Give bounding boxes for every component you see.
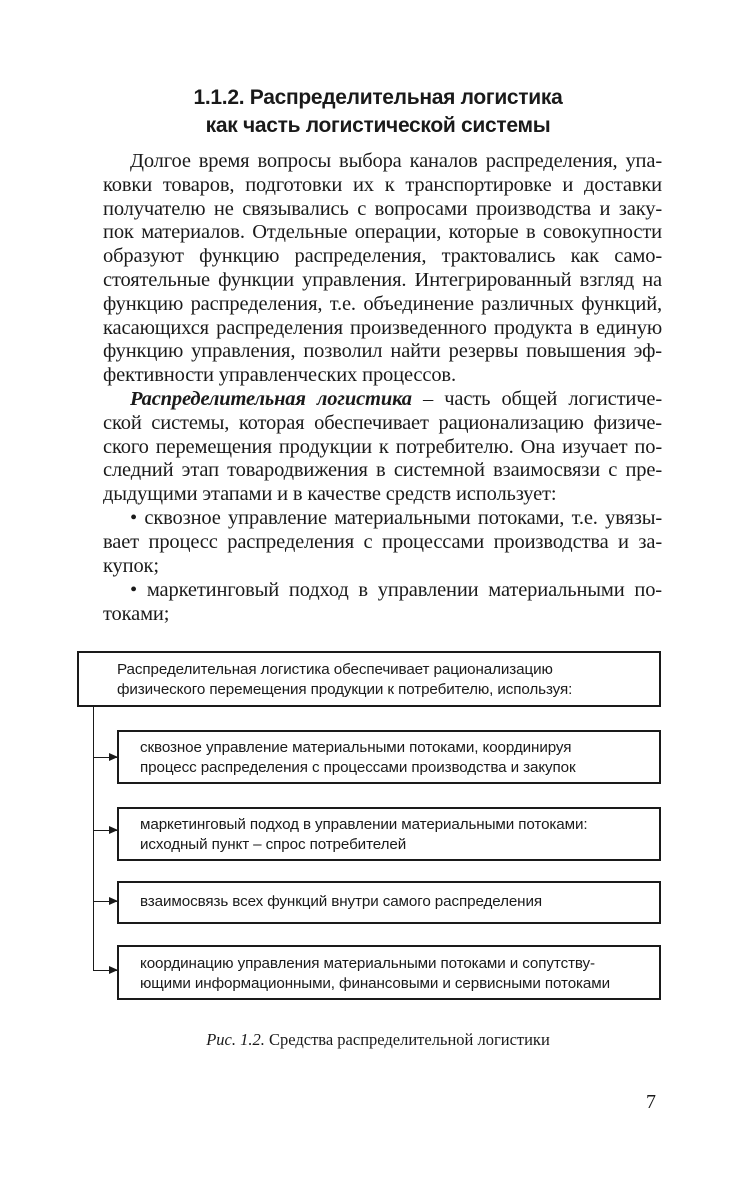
text-fragment: – часть общей логистиче-: [411, 388, 662, 410]
arrow-icon: [93, 901, 117, 902]
box-text-line: маркетинговый подход в управлении материальными потоками:: [140, 816, 588, 833]
text-line: получателю не связывались с вопросами производства и заку-: [103, 197, 662, 220]
arrow-icon: [93, 830, 117, 831]
text-line: касающихся распределения произведенного продукта в единую: [103, 316, 662, 339]
heading-line-1: 1.1.2. Распределительная логистика: [193, 86, 563, 109]
defined-term: Распределительная логистика: [130, 388, 412, 410]
figure-caption: [0, 1030, 756, 1050]
text-line: пок материалов. Отдельные операции, которые в совокупности: [103, 221, 662, 244]
text-line: следний этап товародвижения в системной взаимосвязи с пре-: [103, 459, 662, 482]
box-text-line: сквозное управление материальными потоками, координируя: [140, 739, 572, 756]
caption-text: Средства распределительной логистики: [264, 1030, 550, 1049]
heading-line-2: как часть логистической системы: [205, 114, 551, 137]
text-line: ского перемещения продукции к потребителю. Она изучает по-: [103, 435, 662, 458]
text-line: • сквозное управление материальными потоками, т.е. увязы-: [130, 507, 662, 529]
diagram-item-box: [117, 945, 661, 1000]
box-text-line: координацию управления материальными потоками и сопутству-: [140, 955, 596, 972]
text-line: вает процесс распределения с процессами производства и за-: [103, 530, 662, 553]
text-line: образуют функцию распределения, трактовались как само-: [103, 245, 662, 268]
text-line: ковки товаров, подготовки их к транспортировке и доставки: [103, 173, 662, 196]
text-line: токами;: [103, 602, 170, 625]
text-line: стоятельные функции управления. Интегрированный взгляд на: [103, 268, 662, 291]
diagram-main-box: [77, 651, 661, 707]
text-line: дыдущими этапами и в качестве средств использует:: [103, 483, 557, 506]
box-text-line: Распределительная логистика обеспечивает рационализацию: [117, 661, 553, 678]
text-line: Долгое время вопросы выбора каналов распределения, упа-: [130, 150, 662, 172]
text-line: фективности управленческих процессов.: [103, 364, 456, 387]
arrow-icon: [93, 757, 117, 758]
text-line: ской системы, которая обеспечивает рационализацию физиче-: [103, 411, 662, 434]
diagram-item-box: [117, 881, 661, 924]
text-line: функцию распределения, т.е. объединение различных функций,: [103, 292, 662, 315]
caption-label: Рис. 1.2.: [206, 1030, 265, 1049]
box-text-line: физического перемещения продукции к потребителю, используя:: [117, 681, 573, 698]
box-text-line: исходный пункт – спрос потребителей: [140, 836, 407, 853]
box-text-line: взаимосвязь всех функций внутри самого распределения: [140, 893, 542, 910]
arrow-icon: [93, 970, 117, 971]
text-line: функцию управления, позволил найти резервы повышения эф-: [103, 340, 662, 363]
page-number: 7: [646, 1091, 656, 1113]
text-line: • маркетинговый подход в управлении материальными по-: [130, 579, 662, 601]
diagram-item-box: [117, 730, 661, 784]
diagram-item-box: [117, 807, 661, 861]
text-line: купок;: [103, 554, 159, 577]
box-text-line: ющими информационными, финансовыми и сервисными потоками: [140, 975, 610, 992]
box-text-line: процесс распределения с процессами производства и закупок: [140, 759, 576, 776]
connector-line: [93, 706, 94, 971]
